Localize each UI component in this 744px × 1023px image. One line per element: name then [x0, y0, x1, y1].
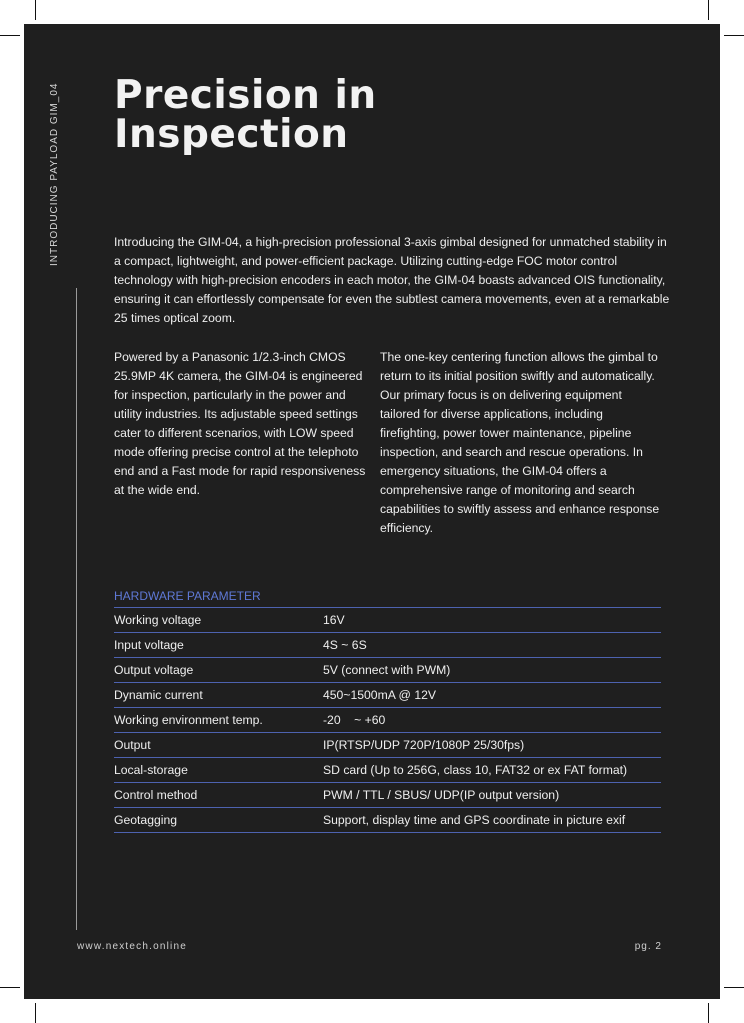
- right-column-paragraph: The one-key centering function allows the gimbal to return to its initial position swiftly and automatically. Our primary focus is on delivering equipment tailored for diverse applications, including firefighting, power tower maintenance, pipeline inspection, and search and rescue operations. In emergency situations, the GIM-04 offers a comprehensive range of monitoring and search capabilities to swiftly assess and enhance response efficiency.: [380, 350, 660, 535]
- title-line-2: Inspection: [114, 112, 349, 157]
- param-name: Output: [114, 733, 319, 758]
- param-value: 5V (connect with PWM): [319, 658, 661, 683]
- param-name: Geotagging: [114, 808, 319, 833]
- table-row: [114, 758, 661, 783]
- table-row: [114, 683, 661, 708]
- param-value: 450~1500mA @ 12V: [319, 683, 661, 708]
- param-value: SD card (Up to 256G, class 10, FAT32 or ex FAT format): [319, 758, 661, 783]
- param-value: IP(RTSP/UDP 720P/1080P 25/30fps): [319, 733, 661, 758]
- side-label: INTRODUCING PAYLOAD GIM_04: [49, 82, 60, 266]
- crop-mark: [35, 1003, 36, 1023]
- param-name: Input voltage: [114, 633, 319, 658]
- table-row: [114, 808, 661, 833]
- param-value: -20 ~ +60: [319, 708, 661, 733]
- crop-mark: [0, 35, 20, 36]
- website-link[interactable]: www.nextech.online: [77, 941, 187, 952]
- table-row: [114, 708, 661, 733]
- table-row: [114, 608, 661, 633]
- param-name: Dynamic current: [114, 683, 319, 708]
- param-name: Control method: [114, 783, 319, 808]
- title-line-1: Precision in: [114, 73, 377, 118]
- table-row: [114, 658, 661, 683]
- left-column-paragraph: Powered by a Panasonic 1/2.3-inch CMOS 25.9MP 4K camera, the GIM-04 is engineered for inspection, particularly in the power and utility industries. Its adjustable speed settings cater to different scenarios, with LOW speed mode offering precise control at the telephoto end and a Fast mode for rapid responsiveness at the wide end.: [114, 350, 366, 497]
- param-name: Output voltage: [114, 658, 319, 683]
- param-value: 16V: [319, 608, 661, 633]
- crop-mark: [724, 987, 744, 988]
- hardware-parameter-heading: HARDWARE PARAMETER: [114, 587, 661, 608]
- intro-paragraph: Introducing the GIM-04, a high-precision professional 3-axis gimbal designed for unmatched stability in a compact, lightweight, and power-efficient package. Utilizing cutting-edge FOC motor control technology with high-precision encoders in each motor, the GIM-04 boasts advanced OIS functionality, ensuring it can effortlessly compensate for even the subtlest camera movements, even at a remarkable 25 times optical zoom.: [114, 235, 670, 325]
- page-title: [114, 73, 377, 157]
- param-name: Local-storage: [114, 758, 319, 783]
- crop-mark: [35, 0, 36, 20]
- side-divider: [76, 288, 77, 930]
- param-value: PWM / TTL / SBUS/ UDP(IP output version): [319, 783, 661, 808]
- param-name: Working voltage: [114, 608, 319, 633]
- crop-mark: [724, 35, 744, 36]
- crop-mark: [708, 0, 709, 20]
- table-row: [114, 633, 661, 658]
- crop-mark: [708, 1003, 709, 1023]
- table-row: [114, 783, 661, 808]
- crop-mark: [0, 987, 20, 988]
- table-row: [114, 733, 661, 758]
- param-value: Support, display time and GPS coordinate in picture exif: [319, 808, 661, 833]
- param-name: Working environment temp.: [114, 708, 319, 733]
- hardware-parameter-table: [114, 608, 661, 833]
- page-number: pg. 2: [634, 941, 662, 952]
- param-value: 4S ~ 6S: [319, 633, 661, 658]
